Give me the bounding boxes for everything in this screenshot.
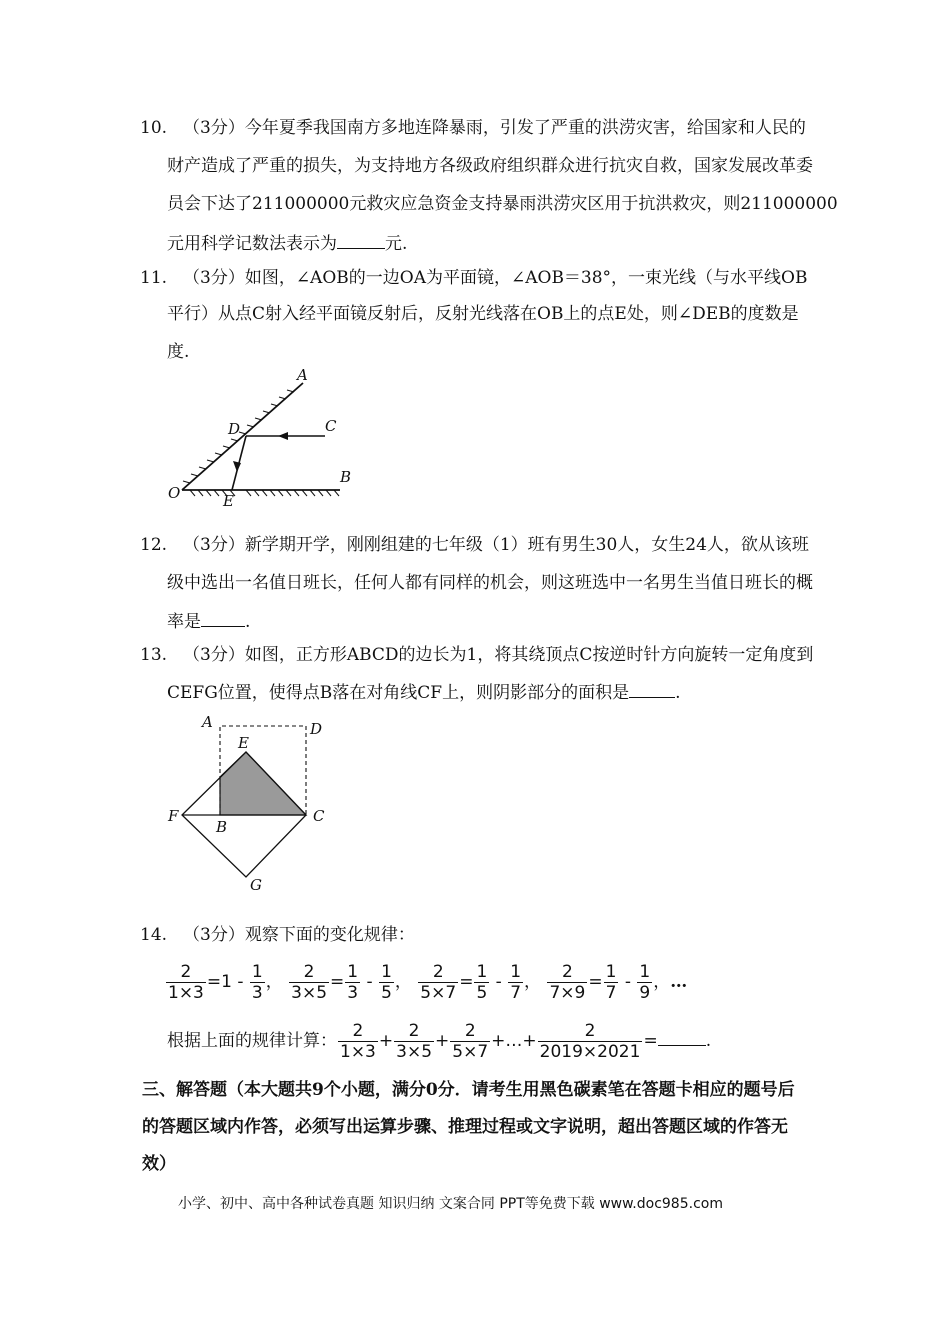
minus: - bbox=[361, 972, 379, 992]
fraction: $\frac{2}{1\times 3}$ bbox=[340, 1021, 376, 1062]
minus: - bbox=[619, 972, 637, 992]
label-a: A bbox=[297, 368, 308, 384]
fraction: $\frac{1}{5}$ bbox=[381, 962, 392, 1003]
fraction: $\frac{2}{5\times 7}$ bbox=[452, 1021, 489, 1062]
label-c: C bbox=[313, 807, 325, 825]
question-text: （3分）如图，正方形ABCD的边长为1，将其绕顶点C按逆时针方向旋转一定角度到 bbox=[183, 645, 814, 665]
label-b: B bbox=[216, 818, 228, 836]
rotated-square-figure bbox=[160, 712, 340, 897]
plus: + bbox=[435, 1031, 450, 1051]
text-fragment: CEFG位置，使得点B落在对角线CF上，则阴影部分的面积是 bbox=[167, 683, 630, 703]
pattern-formula bbox=[165, 961, 687, 1003]
calc-label: 根据上面的规律计算： bbox=[167, 1031, 337, 1051]
question-text: 平行）从点C射入经平面镜反射后，反射光线落在OB上的点E处，则∠DEB的度数是 bbox=[167, 304, 799, 324]
separator: ， bbox=[524, 972, 542, 992]
separator: ， bbox=[265, 972, 283, 992]
fraction: $\frac{2}{1\times 3}$ bbox=[168, 962, 204, 1003]
label-o: O bbox=[168, 484, 181, 502]
text-fragment: . bbox=[675, 683, 681, 703]
text-fragment: 元用科学记数法表示为 bbox=[167, 234, 337, 254]
equals: =1 - bbox=[206, 972, 244, 992]
question-text bbox=[167, 610, 250, 632]
question-number: 12. bbox=[140, 535, 168, 555]
equals: = bbox=[643, 1031, 658, 1051]
fraction: $\frac{2}{3\times 5}$ bbox=[291, 962, 328, 1003]
fraction: $\frac{1}{7}$ bbox=[510, 962, 522, 1003]
section-text: 三、解答题（本大题共9个小题，满分0分．请考生用黑色碳素笔在答题卡相应的题号后 bbox=[142, 1080, 795, 1100]
minus: - bbox=[490, 972, 508, 992]
fraction: $\frac{1}{7}$ bbox=[605, 962, 617, 1003]
question-text: （3分）如图，∠AOB的一边OA为平面镜，∠AOB＝38°，一束光线（与水平线OB bbox=[183, 268, 808, 288]
equals: = bbox=[330, 972, 345, 992]
section-text: 的答题区域内作答，必须写出运算步骤、推理过程或文字说明，超出答题区域的作答无 bbox=[142, 1117, 788, 1137]
label-g: G bbox=[250, 876, 262, 894]
answer-blank[interactable] bbox=[337, 232, 385, 249]
ellipsis: +…+ bbox=[491, 1031, 537, 1051]
fraction: $\frac{2}{5\times 7}$ bbox=[420, 962, 457, 1003]
label-b: B bbox=[340, 468, 352, 486]
fraction: $\frac{1}{3}$ bbox=[251, 962, 263, 1003]
question-text: （3分）观察下面的变化规律： bbox=[183, 925, 415, 945]
label-f: F bbox=[168, 807, 179, 825]
text-fragment: 元. bbox=[385, 234, 408, 254]
page-footer: 小学、初中、高中各种试卷真题 知识归纳 文案合同 PPT等免费下载 www.doc985.com bbox=[178, 1196, 723, 1212]
label-c: C bbox=[325, 417, 337, 435]
label-a: A bbox=[202, 713, 213, 731]
calculation-formula bbox=[167, 1020, 711, 1062]
text-fragment: . bbox=[705, 1031, 712, 1051]
label-e: E bbox=[223, 492, 234, 510]
fraction: $\frac{2}{2019\times 2021}$ bbox=[539, 1021, 641, 1062]
question-number: 13. bbox=[140, 645, 168, 665]
answer-blank[interactable] bbox=[201, 610, 245, 627]
question-text: 员会下达了211000000元救灾应急资金支持暴雨洪涝灾区用于抗洪救灾，则211000000 bbox=[167, 194, 838, 214]
question-number: 10. bbox=[140, 118, 168, 138]
fraction: $\frac{1}{3}$ bbox=[347, 962, 359, 1003]
question-text: 度. bbox=[167, 342, 190, 362]
question-text: （3分）今年夏季我国南方多地连降暴雨，引发了严重的洪涝灾害，给国家和人民的 bbox=[183, 118, 806, 138]
label-d: D bbox=[310, 720, 323, 738]
text-fragment: 率是 bbox=[167, 612, 201, 632]
plus: + bbox=[378, 1031, 394, 1051]
question-text: 财产造成了严重的损失，为支持地方各级政府组织群众进行抗灾自救，国家发展改革委 bbox=[167, 156, 813, 176]
fraction: $\frac{2}{7\times 9}$ bbox=[549, 962, 586, 1003]
shaded-region bbox=[220, 752, 306, 815]
fraction: $\frac{1}{5}$ bbox=[476, 962, 488, 1003]
ellipsis: … bbox=[670, 972, 688, 992]
label-e: E bbox=[238, 734, 249, 752]
question-number: 14. bbox=[140, 925, 168, 945]
fraction: $\frac{2}{3\times 5}$ bbox=[396, 1021, 433, 1062]
separator: ， bbox=[394, 972, 412, 992]
answer-blank[interactable] bbox=[629, 681, 675, 698]
arrow-head bbox=[278, 432, 288, 440]
label-d: D bbox=[228, 420, 241, 438]
question-text: （3分）新学期开学，刚刚组建的七年级（1）班有男生30人，女生24人，欲从该班 bbox=[183, 535, 809, 555]
question-text: 级中选出一名值日班长，任何人都有同样的机会，则这班选中一名男生当值日班长的概 bbox=[167, 573, 813, 593]
answer-blank[interactable] bbox=[658, 1025, 706, 1046]
question-number: 11. bbox=[140, 268, 168, 288]
separator: ， bbox=[653, 972, 671, 992]
text-fragment: . bbox=[245, 612, 251, 632]
question-text bbox=[167, 681, 681, 703]
section-text: 效） bbox=[142, 1154, 176, 1174]
mirror-reflection-figure bbox=[160, 368, 360, 513]
equals: = bbox=[588, 972, 603, 992]
question-text bbox=[167, 232, 407, 254]
fraction: $\frac{1}{9}$ bbox=[639, 962, 651, 1003]
equals: = bbox=[459, 972, 474, 992]
